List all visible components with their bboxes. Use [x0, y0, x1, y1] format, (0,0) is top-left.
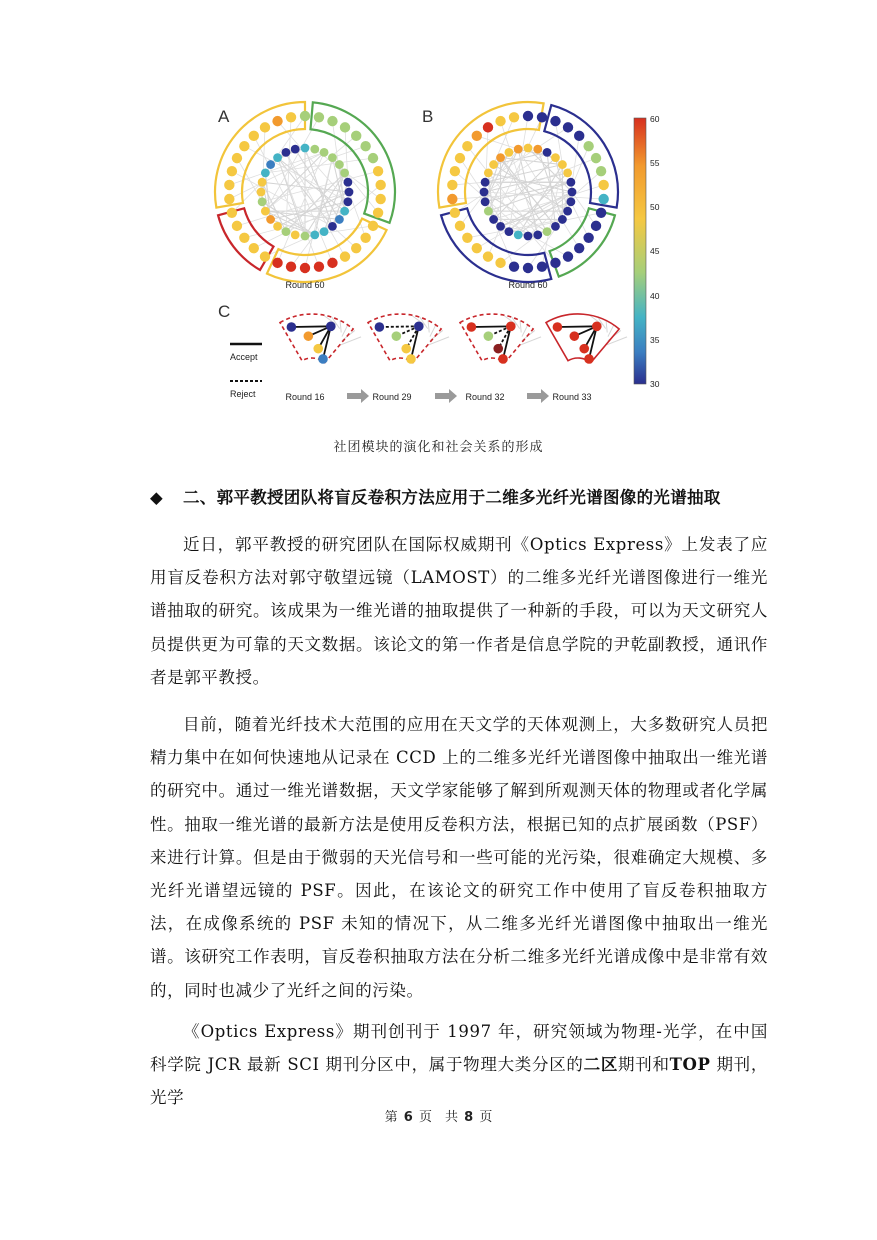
panel-b-outer-node	[509, 262, 519, 272]
panel-b-outer-node	[450, 208, 460, 218]
sequence-community-sector	[546, 314, 619, 363]
panel-a-outer-node	[239, 141, 249, 151]
panel-b-inner-node	[480, 188, 489, 197]
sequence-node	[467, 322, 477, 332]
panel-b-outer-node	[472, 131, 482, 141]
colorbar-tick-60: 60	[650, 114, 660, 124]
panel-b-inner-node	[481, 197, 490, 206]
sequence-node	[484, 331, 494, 341]
paragraph-3-bold-zone: 二区	[583, 1055, 619, 1075]
paragraph-2: 目前，随着光纤技术大范围的应用在天文学的天体观测上，大多数研究人员把精力集中在如何快速地从记录在 CCD 上的二维多光纤光谱图像中抽取出一维光谱的研究中。通过一维光谱数据，天文学家能够了解到所观测天体的物理或者化学属性。抽取一维光谱的最新方法是使用反卷积方法，根据已知的点扩展函数（PSF）来进行计算。但是由于微弱的天光信号和一些可能的光污染，很难确定大规模、多光纤光谱望远镜的 PSF。因此，在该论文的研究工作中使用了盲反卷积抽取方法，在成像系统的 PSF 未知的情况下，从二维多光纤光谱图像中抽取出一维光谱。该研究工作表明，盲反卷积抽取方法在分析二维多光纤光谱成像中是非常有效的，同时也减少了光纤之间的污染。	[150, 715, 768, 1000]
sequence-arrow-icon	[435, 389, 457, 403]
sequence-node	[553, 322, 563, 332]
panel-b-outer-node	[447, 180, 457, 190]
panel-a-outer-node	[373, 166, 383, 176]
panel-a-inner-node	[301, 144, 310, 153]
sequence-tie-line	[379, 326, 418, 327]
sequence-link-line	[606, 320, 607, 332]
panel-a-outer-node	[360, 233, 370, 243]
panel-b-outer-node	[596, 208, 606, 218]
panel-label-b: B	[422, 107, 434, 126]
panel-a-outer-node	[314, 262, 324, 272]
panel-a-inner-node	[328, 153, 337, 162]
panel-a-outer-node	[340, 251, 350, 261]
sequence-tie-line	[557, 326, 596, 327]
footer-middle: 页 共	[418, 1110, 458, 1125]
panel-a-outer-node	[249, 243, 259, 253]
sequence-tie-line	[323, 326, 331, 359]
panel-b-outer-node	[455, 221, 465, 231]
panel-a-outer-node	[300, 263, 310, 273]
figure-caption: 社团模块的演化和社会关系的形成	[333, 440, 544, 455]
panel-a-outer-node	[224, 194, 234, 204]
sequence-link-line	[342, 325, 348, 337]
panel-b-inner-node	[558, 160, 567, 169]
panel-b-outer-node	[563, 251, 573, 261]
panel-a-outer-node	[327, 116, 337, 126]
sequence-node	[375, 322, 385, 332]
panel-b-inner-node	[533, 230, 542, 239]
panel-b-inner-node	[563, 207, 572, 216]
panel-b-outer-node	[462, 233, 472, 243]
sequence-link-line	[340, 320, 341, 332]
diamond-bullet-icon: ◆	[150, 488, 163, 507]
panel-a-outer-node	[351, 131, 361, 141]
page-footer	[0, 1106, 877, 1125]
sequence-tie-line	[471, 326, 510, 327]
panel-b-outer-node	[483, 251, 493, 261]
colorbar-tick-40: 40	[650, 291, 660, 301]
sequence-link-line	[608, 325, 614, 337]
panel-a-inner-node	[266, 215, 275, 224]
sequence-node	[318, 354, 328, 364]
panel-b-outer-node	[523, 111, 533, 121]
panel-a-inner-node	[273, 222, 282, 231]
panel-a-outer-node	[239, 233, 249, 243]
panel-a-outer-node	[272, 116, 282, 126]
sequence-node	[313, 344, 323, 354]
sequence-tie-line	[411, 326, 419, 359]
panel-b-inner-node	[514, 145, 523, 154]
panel-b-outer-node	[598, 194, 608, 204]
panel-a-inner-node	[345, 188, 354, 197]
legend-accept-label: Accept	[230, 352, 258, 362]
panel-a-inner-node	[258, 197, 267, 206]
panel-a-outer-node	[375, 194, 385, 204]
paragraph-3-part-3: 期刊，光学	[150, 1055, 768, 1108]
panel-a-outer-node	[360, 141, 370, 151]
footer-suffix: 页	[479, 1110, 493, 1125]
panel-a-inner-node	[273, 153, 282, 162]
panel-b-outer-node	[591, 221, 601, 231]
panel-a-outer-node	[327, 258, 337, 268]
panel-b-inner-node	[524, 232, 533, 241]
panel-a-outer-node	[260, 251, 270, 261]
sequence-arrow-icon	[527, 389, 549, 403]
panel-b-inner-node	[489, 160, 498, 169]
panel-b-inner-node	[489, 215, 498, 224]
panel-b-inner-node	[505, 148, 514, 157]
panel-a-inner-node	[291, 230, 300, 239]
sequence-node	[584, 354, 594, 364]
panel-a-inner-node	[257, 188, 266, 197]
panel-b-inner-node	[484, 169, 493, 178]
sequence-arrow-icon	[347, 389, 369, 403]
panel-b-inner-node	[566, 178, 575, 187]
panel-b-inner-node	[496, 222, 505, 231]
panel-a-outer-node	[227, 208, 237, 218]
panel-b-outer-node	[509, 112, 519, 122]
panel-a-outer-node	[272, 258, 282, 268]
panel-b-outer-node	[462, 141, 472, 151]
colorbar-rect	[634, 118, 646, 384]
paragraph-3-bold-top: TOP	[669, 1055, 711, 1075]
panel-b-inner-node	[558, 215, 567, 224]
colorbar-tick-30: 30	[650, 379, 660, 389]
panel-a-outer-node	[340, 122, 350, 132]
panel-b-inner-node	[533, 145, 542, 154]
panel-a-inner-node	[335, 215, 344, 224]
sequence-node	[304, 331, 314, 341]
sequence-community-sector	[368, 314, 441, 363]
sequence-hub-node	[592, 322, 602, 332]
panel-b-outer-node	[447, 194, 457, 204]
panel-a-inner-node	[266, 160, 275, 169]
sequence-node	[493, 344, 503, 354]
sequence-node	[287, 322, 297, 332]
panel-a-outer-node	[286, 262, 296, 272]
panel-b-outer-node	[574, 131, 584, 141]
panel-b-outer-node	[591, 153, 601, 163]
panel-a-inner-node	[328, 222, 337, 231]
panel-a-inner-node	[340, 207, 349, 216]
sequence-node	[392, 331, 402, 341]
panel-b-outer-node	[550, 116, 560, 126]
panel-b-outer-node	[583, 233, 593, 243]
panel-a-inner-node	[261, 169, 270, 178]
panel-a-inner-node	[340, 169, 349, 178]
panel-a-inner-node	[282, 148, 291, 157]
panel-a-inner-node	[282, 227, 291, 236]
sequence-label-round29: Round 29	[372, 392, 412, 402]
panel-b-outer-node	[574, 243, 584, 253]
sequence-node	[579, 344, 589, 354]
panel-b-inner-node	[568, 188, 577, 197]
panel-b-outer-node	[598, 180, 608, 190]
sequence-tie-line	[291, 326, 330, 327]
panel-a-outer-node	[351, 243, 361, 253]
panel-a-outer-node	[249, 131, 259, 141]
panel-a-inner-node	[335, 160, 344, 169]
panel-b-outer-node	[583, 141, 593, 151]
panel-a-outer-node	[300, 111, 310, 121]
panel-b-inner-node	[543, 148, 552, 157]
panel-b-outer-node	[523, 263, 533, 273]
panel-b-inner-node	[551, 222, 560, 231]
panel-a-inner-node	[320, 148, 329, 157]
sequence-hub-node	[414, 322, 424, 332]
panel-a-inner-node	[301, 232, 310, 241]
panel-b-outer-node	[550, 258, 560, 268]
sequence-hub-node	[326, 322, 336, 332]
panel-b-inner-node	[514, 230, 523, 239]
panel-a-outer-node	[227, 166, 237, 176]
footer-prefix: 第	[384, 1110, 398, 1125]
footer-page-number: 6	[403, 1110, 413, 1125]
panel-b-inner-node	[543, 227, 552, 236]
panel-b-inner-node	[524, 144, 533, 153]
legend-reject-label: Reject	[230, 389, 256, 399]
sequence-label-round33: Round 33	[552, 392, 592, 402]
panel-b-outer-node	[495, 116, 505, 126]
sequence-link-line	[428, 320, 429, 332]
sequence-link-line	[522, 325, 528, 337]
network-figure-svg	[210, 100, 670, 410]
paragraph-3-part-1: 《Optics Express》期刊创刊于 1997 年，研究领域为物理-光学，在中国科学院 JCR 最新 SCI 期刊分区中，属于物理大类分区的	[150, 1022, 768, 1075]
panel-b-inner-node	[481, 178, 490, 187]
panel-a-outer-node	[260, 122, 270, 132]
panel-b-inner-node	[496, 153, 505, 162]
panel-b-outer-node	[455, 153, 465, 163]
sequence-community-sector	[280, 314, 353, 363]
panel-b-inner-node	[505, 227, 514, 236]
panel-a-outer-node	[314, 112, 324, 122]
sequence-community-sector	[460, 314, 533, 363]
round-label-b: Round 60	[508, 280, 548, 290]
colorbar-tick-55: 55	[650, 158, 660, 168]
colorbar-tick-50: 50	[650, 202, 660, 212]
panel-a-outer-node	[368, 221, 378, 231]
panel-b-outer-link	[571, 202, 589, 238]
sequence-node	[406, 354, 416, 364]
paragraph-3-part-2: 期刊和	[618, 1055, 670, 1075]
sequence-tie-line	[589, 326, 597, 359]
panel-b-outer-node	[495, 258, 505, 268]
sequence-node	[401, 344, 411, 354]
sequence-link-line	[520, 320, 521, 332]
panel-b-outer-node	[537, 262, 547, 272]
panel-b-outer-node	[472, 243, 482, 253]
panel-b-outer-node	[563, 122, 573, 132]
panel-b-outer-node	[596, 166, 606, 176]
panel-b-outer-node	[537, 112, 547, 122]
panel-a-inner-node	[310, 230, 319, 239]
panel-a-inner-node	[343, 197, 352, 206]
panel-b-inner-node	[566, 197, 575, 206]
panel-b-outer-node	[450, 166, 460, 176]
sequence-link-line	[430, 325, 436, 337]
panel-a-outer-node	[373, 208, 383, 218]
sequence-tie-line	[503, 326, 511, 359]
sequence-label-round16: Round 16	[285, 392, 325, 402]
panel-label-c: C	[218, 302, 231, 321]
panel-a-outer-link	[349, 192, 366, 238]
panel-b-inner-node	[563, 169, 572, 178]
panel-label-a: A	[218, 107, 230, 126]
panel-a-outer-node	[368, 153, 378, 163]
panel-b-outer-node	[483, 122, 493, 132]
sequence-node	[570, 331, 580, 341]
panel-a-inner-node	[291, 145, 300, 154]
section-heading-text: 二、郭平教授团队将盲反卷积方法应用于二维多光纤光谱图像的光谱抽取	[183, 488, 721, 507]
panel-a-outer-node	[224, 180, 234, 190]
panel-a-inner-node	[258, 178, 267, 187]
paragraph-3	[150, 1015, 768, 1108]
panel-b-inner-node	[484, 207, 493, 216]
panel-a-inner-node	[310, 145, 319, 154]
panel-a-outer-link	[232, 182, 262, 213]
sequence-hub-node	[506, 322, 516, 332]
paragraph-1: 近日，郭平教授的研究团队在国际权威期刊《Optics Express》上发表了应用盲反卷积方法对郭守敬望远镜（LAMOST）的二维多光纤光谱图像进行一维光谱抽取的研究。该成果为一维光谱的抽取提供了一种新的手段，可以为天文研究人员提供更为可靠的天文数据。该论文的第一作者是信息学院的尹乾副教授，通讯作者是郭平教授。	[150, 535, 768, 687]
section-heading	[150, 484, 790, 508]
panel-b-inner-node	[551, 153, 560, 162]
panel-a-inner-node	[261, 207, 270, 216]
sequence-label-round32: Round 32	[465, 392, 505, 402]
figure-social-network	[210, 100, 670, 410]
colorbar-tick-45: 45	[650, 246, 660, 256]
sequence-node	[498, 354, 508, 364]
footer-total-pages: 8	[464, 1110, 474, 1125]
panel-a-outer-node	[232, 153, 242, 163]
panel-a-outer-node	[286, 112, 296, 122]
round-label-a: Round 60	[285, 280, 325, 290]
panel-a-outer-node	[232, 221, 242, 231]
panel-a-inner-node	[320, 227, 329, 236]
colorbar-tick-35: 35	[650, 335, 660, 345]
panel-a-outer-node	[375, 180, 385, 190]
panel-a-inner-node	[343, 178, 352, 187]
